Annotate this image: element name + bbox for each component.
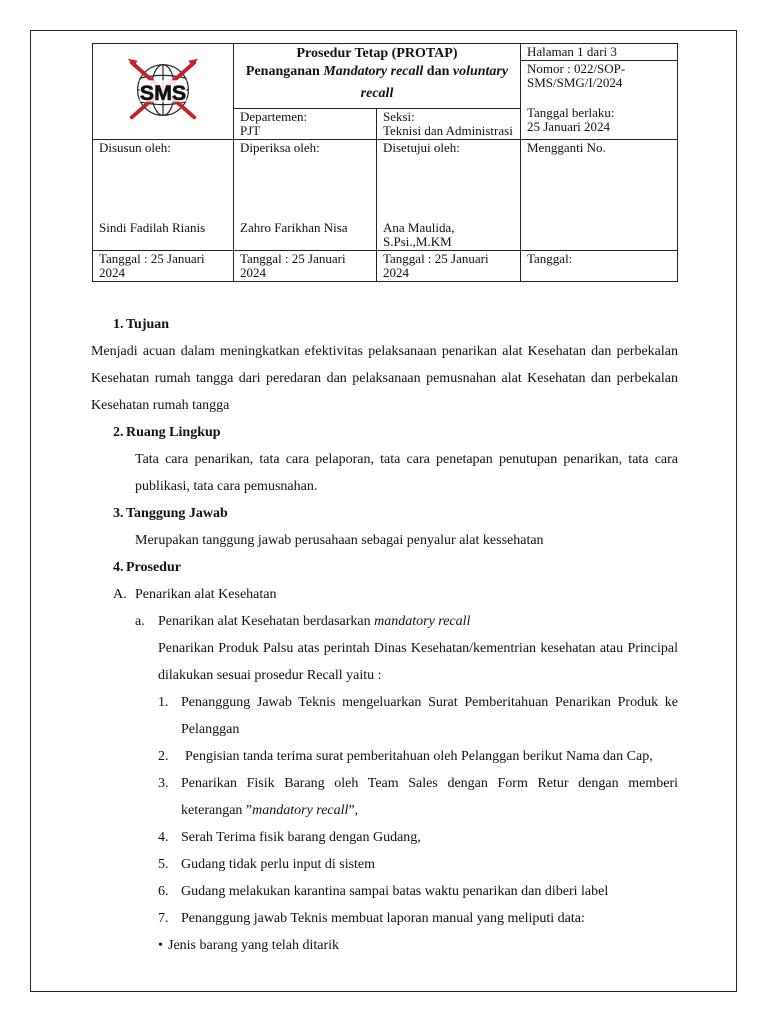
- section-text-2: Tata cara penarikan, tata cara pelaporan, tata cara penetapan penutupan penarikan, tata cara publikasi, tata cara pemusnahan.: [135, 452, 678, 494]
- section-heading-1: 1. Tujuan: [113, 317, 170, 332]
- approved-by-label: Disetujui oleh:: [383, 140, 460, 155]
- bullet-icon: •: [158, 938, 163, 953]
- prepared-by-label: Disusun oleh:: [99, 140, 171, 155]
- replaces-date: Tanggal:: [521, 251, 678, 282]
- reviewed-by-cell: [234, 140, 377, 251]
- subsection-a: A. Penarikan alat Kesehatan: [113, 587, 277, 602]
- bullet-item: • Jenis barang yang telah ditarik: [91, 932, 678, 959]
- section-heading-4: 4. Prosedur: [113, 560, 181, 575]
- document-body: [91, 311, 678, 959]
- approved-date: Tanggal : 25 Januari 2024: [377, 251, 521, 282]
- document-title: [234, 44, 521, 109]
- prepared-by-name: Sindi Fadilah Rianis: [99, 220, 206, 235]
- department-cell: [234, 109, 377, 140]
- subsection-a-description: Penarikan Produk Palsu atas perintah Dinas Kesehatan/kementrian kesehatan atau Principal dilakukan sesuai prosedur Recall yaitu :: [158, 641, 678, 683]
- section-label: Seksi:: [383, 109, 415, 124]
- doc-number-line2: SMS/SMG/I/2024: [527, 75, 623, 90]
- department-value: PJT: [240, 123, 261, 138]
- step-7: 7. Penanggung jawab Teknis membuat laporan manual yang meliputi data:: [158, 911, 585, 926]
- page-count: Halaman 1 dari 3: [521, 44, 677, 61]
- effective-date-value: 25 Januari 2024: [527, 119, 611, 134]
- step-6: 6. Gudang melakukan karantina sampai batas waktu penarikan dan diberi label: [158, 884, 609, 899]
- company-logo: [124, 51, 202, 129]
- section-value: Teknisi dan Administrasi: [383, 123, 513, 138]
- effective-date-label: Tanggal berlaku:: [527, 105, 615, 120]
- replaces-label: Mengganti No.: [527, 140, 606, 155]
- title-line1: Prosedur Tetap (PROTAP): [296, 46, 458, 61]
- step-4: 4. Serah Terima fisik barang dengan Gudang,: [158, 830, 421, 845]
- reviewed-by-label: Diperiksa oleh:: [240, 140, 320, 155]
- section-text-1: Menjadi acuan dalam meningkatkan efektivitas pelaksanaan penarikan alat Kesehatan dan perbekalan Kesehatan rumah tangga dari peredaran dan pelaksanaan pemusnahan alat Kesehatan dan perbekalan Kesehatan rumah tangga: [91, 344, 678, 413]
- approved-by-cell: [377, 140, 521, 251]
- step-1: 1. Penanggung Jawab Teknis mengeluarkan Surat Pemberitahuan Penarikan Produk ke Pelanggan: [158, 695, 678, 737]
- section-text-3: Merupakan tanggung jawab perusahaan sebagai penyalur alat kessehatan: [135, 533, 544, 548]
- step-2: 2. Pengisian tanda terima surat pemberitahuan oleh Pelanggan berikut Nama dan Cap,: [158, 749, 653, 764]
- header-table: [92, 43, 678, 282]
- prepared-by-cell: [93, 140, 234, 251]
- title-line2: Penanganan Mandatory recall dan voluntary: [245, 64, 509, 79]
- replaces-cell: [521, 140, 678, 251]
- approved-by-name: Ana Maulida, S.Psi.,M.KM: [383, 220, 455, 249]
- section-cell: [377, 109, 521, 140]
- doc-meta: [521, 44, 678, 140]
- logo-text: SMS: [139, 80, 187, 105]
- reviewed-by-name: Zahro Farikhan Nisa: [240, 220, 348, 235]
- section-heading-2: 2. Ruang Lingkup: [113, 425, 221, 440]
- step-3: 3. Penarikan Fisik Barang oleh Team Sales dengan Form Retur dengan memberi keterangan ”mandatory recall”,: [158, 776, 678, 818]
- doc-number-line1: Nomor : 022/SOP-: [527, 61, 626, 76]
- reviewed-date: Tanggal : 25 Januari 2024: [234, 251, 377, 282]
- department-label: Departemen:: [240, 109, 308, 124]
- subsection-a-item: a. Penarikan alat Kesehatan berdasarkan mandatory recall: [135, 614, 471, 629]
- step-5: 5. Gudang tidak perlu input di sistem: [158, 857, 376, 872]
- prepared-date: Tanggal : 25 Januari 2024: [93, 251, 234, 282]
- logo-cell: [93, 44, 234, 140]
- section-heading-3: 3. Tanggung Jawab: [113, 506, 228, 521]
- title-line3: recall: [360, 86, 394, 101]
